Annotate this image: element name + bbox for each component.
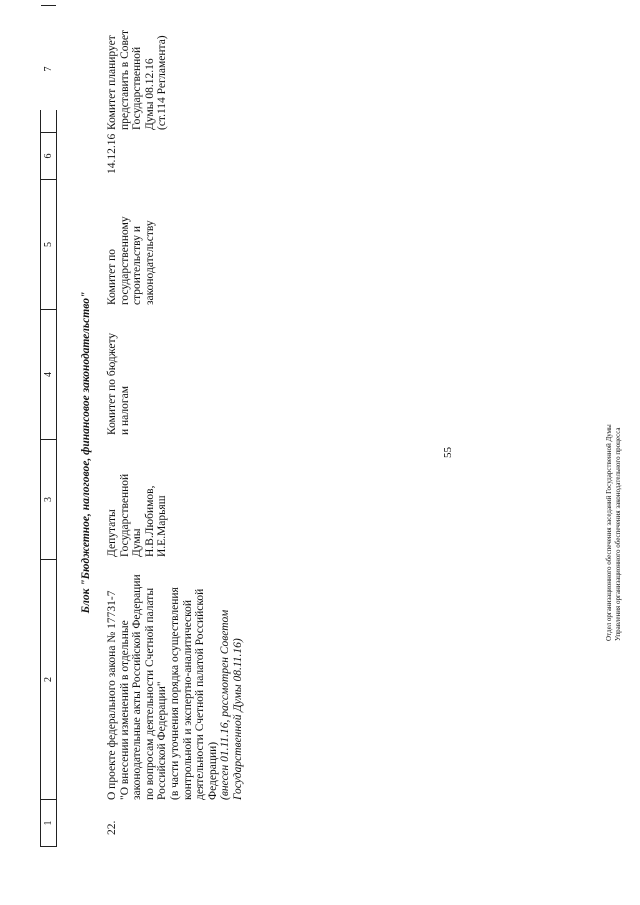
responsible-committee-line: и налогам: [118, 386, 131, 435]
bill-description-line: "О внесении изменений в отдельные: [118, 620, 131, 800]
remarks-line: Государственной: [131, 46, 144, 130]
column-header-1: 1: [41, 800, 56, 847]
row-number: 22.: [106, 820, 118, 835]
co-committee-line: строительству и: [131, 226, 144, 305]
bill-description-note: Государственной Думы 08.11.16): [231, 638, 244, 800]
bill-description-line: деятельности Счетной палатой Российской: [194, 588, 207, 800]
column-header-3: 3: [41, 440, 56, 560]
co-committee-line: государственному: [118, 216, 131, 305]
page-number: 55: [442, 447, 454, 458]
remarks-line: представить в Совет: [118, 29, 131, 130]
block-title: Блок "Бюджетное, налоговое, финансовое законодательство": [80, 291, 92, 614]
initiator-line: И.Е.Марьяш: [156, 495, 169, 557]
bill-description-line: Российской Федерации": [156, 681, 169, 800]
footer-line: Управления организационного обеспечения законодательного процесса: [613, 427, 622, 641]
column-header-7: 7: [41, 5, 56, 133]
initiator-line: Думы: [131, 528, 144, 557]
remarks-line: Думы 08.12.16: [143, 58, 156, 130]
bill-description-line: О проекте федерального закона № 17731-7: [106, 590, 118, 800]
column-header-4: 4: [41, 310, 56, 440]
co-committee: [106, 183, 156, 305]
bill-description-line: контрольной и экспертно-аналитической: [181, 599, 194, 800]
remarks-line: (ст.114 Регламента): [156, 35, 169, 130]
bill-description-line: Федерации): [206, 741, 219, 800]
footer-line: Отдел организационного обеспечения заседаний Государственной Думы: [605, 424, 613, 641]
initiator-line: Депутаты: [106, 509, 118, 557]
remarks: [106, 5, 169, 130]
consideration-date: 14.12.16: [106, 133, 118, 174]
bill-description-line: законодательные акты Российской Федерации: [131, 574, 144, 800]
footer: [605, 424, 622, 641]
responsible-committee: [106, 310, 131, 435]
column-header-5: 5: [41, 180, 56, 310]
bill-description-line: по вопросам деятельности Счетной палаты: [143, 587, 156, 800]
column-number-row: [40, 66, 57, 847]
column-header-2: 2: [41, 560, 56, 800]
remarks-line: Комитет планирует: [106, 35, 118, 130]
column-header-6: 6: [41, 133, 56, 180]
co-committee-line: Комитет по: [106, 249, 118, 305]
responsible-committee-line: Комитет по бюджету: [106, 332, 118, 435]
initiator: [106, 445, 169, 557]
co-committee-line: законодательству: [143, 220, 156, 305]
initiator-line: Государственной: [118, 473, 131, 557]
bill-description-note: (внесен 01.11.16, рассмотрен Советом: [219, 609, 232, 800]
bill-description-line: (в части уточнения порядка осуществления: [168, 587, 181, 800]
bill-description: [106, 560, 245, 800]
initiator-line: Н.В.Любимов,: [143, 485, 156, 557]
